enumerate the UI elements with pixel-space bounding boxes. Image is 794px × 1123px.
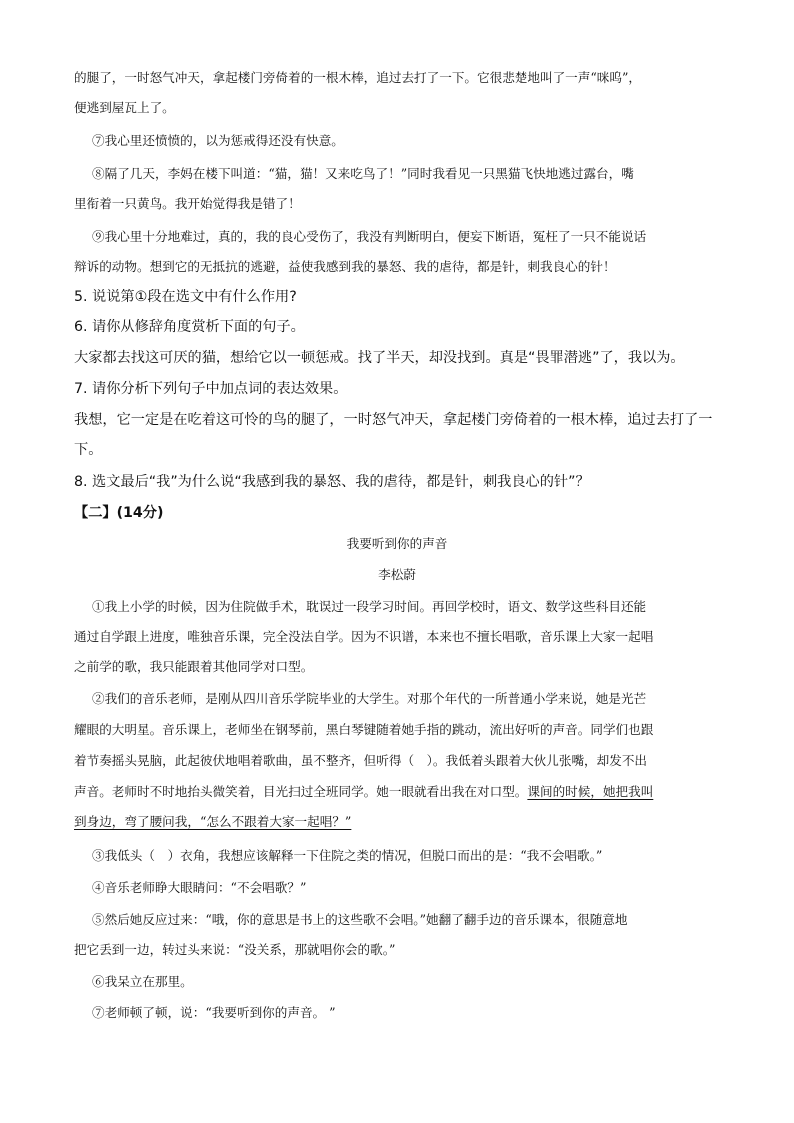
passage-paragraph-6: ⑥我呆立在那里。 — [92, 974, 193, 989]
passage-paragraph-7: ⑦老师顿了顿，说：“我要听到你的声音。 ” — [92, 1005, 336, 1020]
passage-paragraph-5-line-2: 把它丢到一边，转过头来说：“没关系，那就唱你会的歌。” — [74, 942, 396, 957]
passage-paragraph-5-line-1: ⑤然后她反应过来：“哦，你的意思是书上的这些歌不会唱。”她翻了翻手边的音乐课本，很随意地 — [92, 912, 628, 927]
paragraph-9-line-1: ⑨我心里十分地难过，真的，我的良心受伤了，我没有判断明白，便妄下断语，冤枉了一只不能说话 — [92, 229, 647, 244]
passage-paragraph-2-line-4-plain: 声音。老师时不时地抬头微笑着，目光扫过全班同学。她一眼就看出我在对口型。 — [74, 784, 528, 799]
passage-paragraph-2-line-1: ②我们的音乐老师，是刚从四川音乐学院毕业的大学生。对那个年代的一所普通小学来说，她是光芒 — [92, 691, 647, 706]
question-6: 6. 请你从修辞角度赏析下面的句子。 — [74, 319, 305, 335]
underlined-sentence-start: 课间的时候，她把我叫 — [527, 784, 654, 799]
passage-paragraph-2-line-3: 着节奏摇头晃脑，此起彼伏地唱着歌曲，虽不整齐，但听得（ ）。我低着头跟着大伙儿张嘴，却发不出 — [74, 753, 648, 768]
question-7-sentence-line-2: 下。 — [74, 442, 103, 458]
passage-title: 我要听到你的声音 — [346, 536, 448, 551]
question-6-sentence: 大家都去找这可厌的猫，想给它以一顿惩戒。找了半天，却没找到。真是“畏罪潜逃”了，我以为。 — [74, 350, 685, 366]
paragraph-8-line-2: 里衔着一只黄鸟。我开始觉得我是错了！ — [74, 196, 301, 211]
question-5: 5. 说说第①段在选文中有什么作用? — [74, 289, 297, 305]
paragraph-8-line-1: ⑧隔了几天，李妈在楼下叫道：“猫，猫！又来吃鸟了！”同时我看见一只黑猫飞快地逃过露台，嘴 — [92, 166, 634, 181]
passage-paragraph-2-line-2: 耀眼的大明星。音乐课上，老师坐在钢琴前，黑白琴键随着她手指的跳动，流出好听的声音。同学们也跟 — [74, 722, 654, 737]
paragraph-6-line-1: 的腿了，一时怒气冲天，拿起楼门旁倚着的一根木棒，追过去打了一下。它很悲楚地叫了一声“咪呜”， — [74, 70, 642, 85]
underlined-sentence-end: 到身边，弯了腰问我，“怎么不跟着大家一起唱？” — [74, 814, 352, 829]
passage-paragraph-1-line-1: ①我上小学的时候，因为住院做手术，耽误过一段学习时间。再回学校时，语文、数学这些科目还能 — [92, 599, 647, 614]
question-8: 8. 选文最后“我”为什么说“我感到我的暴怒、我的虐待，都是针，刺我良心的针”？ — [74, 474, 590, 490]
section-heading: 【二】(14分) — [74, 505, 164, 521]
paragraph-9-line-2: 辩诉的动物。想到它的无抵抗的逃避，益使我感到我的暴怒、我的虐待，都是针，刺我良心的针！ — [74, 259, 616, 274]
passage-paragraph-2-line-4 — [74, 783, 653, 801]
passage-paragraph-1-line-3: 之前学的歌，我只能跟着其他同学对口型。 — [74, 659, 314, 674]
passage-paragraph-3: ③我低头（ ）衣角，我想应该解释一下住院之类的情况，但脱口而出的是：“我不会唱歌。” — [92, 848, 603, 863]
paragraph-6-line-2: 便逃到屋瓦上了。 — [74, 100, 175, 115]
passage-author: 李松蔚 — [378, 567, 416, 582]
passage-paragraph-1-line-2: 通过自学跟上进度，唯独音乐课，完全没法自学。因为不识谱，本来也不擅长唱歌，音乐课上大家一起唱 — [74, 629, 654, 644]
passage-paragraph-4: ④音乐老师睁大眼睛问：“不会唱歌？” — [92, 880, 307, 895]
question-7-sentence-line-1: 我想，它一定是在吃着这可怜的鸟的腿了，一时怒气冲天，拿起楼门旁倚着的一根木棒，追过去打了一 — [74, 412, 713, 428]
question-7: 7. 请你分析下列句子中加点词的表达效果。 — [74, 381, 348, 397]
paragraph-7: ⑦我心里还愤愤的，以为惩戒得还没有快意。 — [92, 133, 344, 148]
